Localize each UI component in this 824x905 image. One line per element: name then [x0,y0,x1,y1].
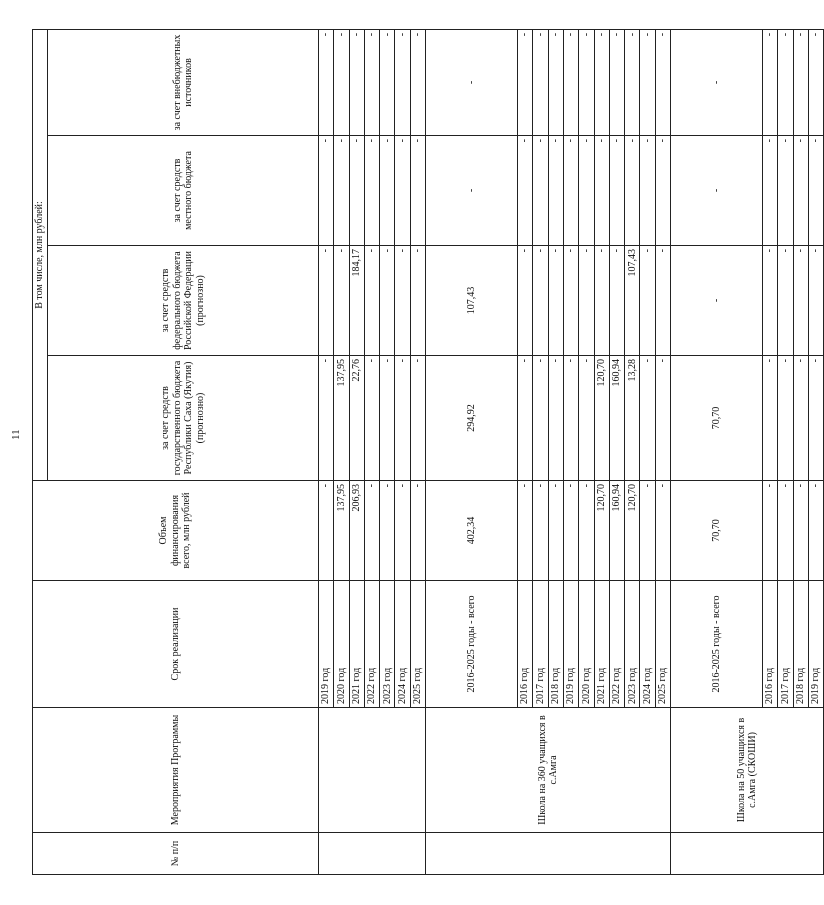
extra-cell: - [655,29,670,135]
row-event-cell [319,708,426,833]
state-cell: - [364,356,379,481]
financing-table [32,29,824,875]
state-cell: - [395,356,410,481]
local-cell: - [334,136,349,246]
local-cell: - [364,136,379,246]
extra-cell: - [563,29,578,135]
extra-cell: - [579,29,594,135]
federal-cell: - [334,246,349,356]
total-cell: - [533,481,548,581]
federal-cell: - [319,246,334,356]
total-cell: - [518,481,533,581]
state-cell: - [763,356,778,481]
period-cell: 2021 год [349,581,364,708]
federal-cell: - [518,246,533,356]
total-cell: 402,34 [426,481,518,581]
total-cell: 137,95 [334,481,349,581]
period-cell: 2019 год [563,581,578,708]
total-cell: - [364,481,379,581]
total-cell: - [778,481,793,581]
period-cell: 2016-2025 годы - всего [426,581,518,708]
period-cell: 2020 год [579,581,594,708]
federal-cell: - [563,246,578,356]
page-number: 11 [10,429,22,440]
federal-cell: - [655,246,670,356]
total-cell: - [793,481,808,581]
extra-cell: - [808,29,823,135]
total-cell: 120,70 [625,481,640,581]
period-cell: 2022 год [609,581,624,708]
state-cell: - [640,356,655,481]
state-cell: 120,70 [594,356,609,481]
period-cell: 2018 год [548,581,563,708]
local-cell: - [410,136,425,246]
total-cell: - [579,481,594,581]
federal-cell: - [778,246,793,356]
state-cell: 22,76 [349,356,364,481]
total-cell: - [548,481,563,581]
period-cell: 2023 год [625,581,640,708]
period-cell: 2017 год [778,581,793,708]
federal-cell: - [808,246,823,356]
local-cell: - [808,136,823,246]
header-extra-budget: за счет внебюджетных источников [48,29,319,135]
header-state-budget: за счет средств государственного бюджета Республики Саха (Якутия) (прогнозно) [48,356,319,481]
period-cell: 2016 год [763,581,778,708]
local-cell: - [579,136,594,246]
extra-cell: - [518,29,533,135]
extra-cell: - [426,29,518,135]
local-cell: - [793,136,808,246]
local-cell: - [349,136,364,246]
rotated-table-container [32,30,822,875]
period-cell: 2025 год [410,581,425,708]
local-cell: - [380,136,395,246]
extra-cell: - [334,29,349,135]
federal-cell: - [579,246,594,356]
period-cell: 2020 год [334,581,349,708]
local-cell: - [533,136,548,246]
header-number: № п/п [33,833,319,875]
local-cell: - [609,136,624,246]
state-cell: 70,70 [671,356,763,481]
federal-cell: - [395,246,410,356]
header-federal-budget: за счет средств федерального бюджета Российской Федерации (прогнозно) [48,246,319,356]
row-number-cell [671,833,824,875]
local-cell: - [563,136,578,246]
state-cell: - [579,356,594,481]
state-cell: 160,94 [609,356,624,481]
local-cell: - [518,136,533,246]
state-cell: 13,28 [625,356,640,481]
total-cell: - [319,481,334,581]
extra-cell: - [594,29,609,135]
state-cell: - [319,356,334,481]
federal-cell: 184,17 [349,246,364,356]
state-cell: - [808,356,823,481]
local-cell: - [671,136,763,246]
extra-cell: - [793,29,808,135]
period-cell: 2021 год [594,581,609,708]
local-cell: - [594,136,609,246]
local-cell: - [640,136,655,246]
state-cell: - [533,356,548,481]
table-row [319,29,334,874]
header-event: Мероприятия Программы [33,708,319,833]
state-cell: - [518,356,533,481]
period-cell: 2018 год [793,581,808,708]
header-period: Срок реализации [33,581,319,708]
period-cell: 2016 год [518,581,533,708]
extra-cell: - [364,29,379,135]
federal-cell: - [609,246,624,356]
federal-cell: 107,43 [426,246,518,356]
state-cell: - [563,356,578,481]
total-cell: - [808,481,823,581]
extra-cell: - [349,29,364,135]
row-event-cell: Школа на 50 учащихся в с.Амга (СКОШИ) [671,708,824,833]
local-cell: - [426,136,518,246]
extra-cell: - [533,29,548,135]
row-event-cell: Школа на 360 учащихся в с.Амга [426,708,671,833]
local-cell: - [319,136,334,246]
local-cell: - [778,136,793,246]
federal-cell: - [671,246,763,356]
table-row-summary [426,29,518,874]
federal-cell: 107,43 [625,246,640,356]
total-cell: - [763,481,778,581]
federal-cell: - [594,246,609,356]
state-cell: - [655,356,670,481]
total-cell: 206,93 [349,481,364,581]
total-cell: - [563,481,578,581]
federal-cell: - [533,246,548,356]
federal-cell: - [410,246,425,356]
period-cell: 2017 год [533,581,548,708]
federal-cell: - [364,246,379,356]
total-cell: - [395,481,410,581]
total-cell: 70,70 [671,481,763,581]
state-cell: 137,95 [334,356,349,481]
total-cell: - [410,481,425,581]
extra-cell: - [778,29,793,135]
header-local-budget: за счет средств местного бюджета [48,136,319,246]
period-cell: 2019 год [319,581,334,708]
period-cell: 2023 год [380,581,395,708]
extra-cell: - [395,29,410,135]
row-number-cell [319,833,426,875]
state-cell: - [793,356,808,481]
federal-cell: - [763,246,778,356]
total-cell: - [655,481,670,581]
state-cell: - [380,356,395,481]
state-cell: 294,92 [426,356,518,481]
header-group: В том числе, млн рублей: [33,29,48,480]
total-cell: 120,70 [594,481,609,581]
period-cell: 2022 год [364,581,379,708]
table-row-summary [671,29,763,874]
federal-cell: - [640,246,655,356]
period-cell: 2019 год [808,581,823,708]
state-cell: - [548,356,563,481]
period-cell: 2024 год [395,581,410,708]
local-cell: - [395,136,410,246]
extra-cell: - [671,29,763,135]
extra-cell: - [625,29,640,135]
local-cell: - [763,136,778,246]
local-cell: - [548,136,563,246]
extra-cell: - [410,29,425,135]
extra-cell: - [640,29,655,135]
period-cell: 2024 год [640,581,655,708]
extra-cell: - [548,29,563,135]
period-cell: 2025 год [655,581,670,708]
extra-cell: - [380,29,395,135]
federal-cell: - [380,246,395,356]
total-cell: 160,94 [609,481,624,581]
state-cell: - [778,356,793,481]
extra-cell: - [319,29,334,135]
extra-cell: - [609,29,624,135]
period-cell: 2016-2025 годы - всего [671,581,763,708]
total-cell: - [380,481,395,581]
header-total: Объем финансирования всего, млн рублей [33,481,319,581]
federal-cell: - [793,246,808,356]
total-cell: - [640,481,655,581]
row-number-cell [426,833,671,875]
state-cell: - [410,356,425,481]
extra-cell: - [763,29,778,135]
local-cell: - [655,136,670,246]
table-body [319,29,824,874]
federal-cell: - [548,246,563,356]
local-cell: - [625,136,640,246]
